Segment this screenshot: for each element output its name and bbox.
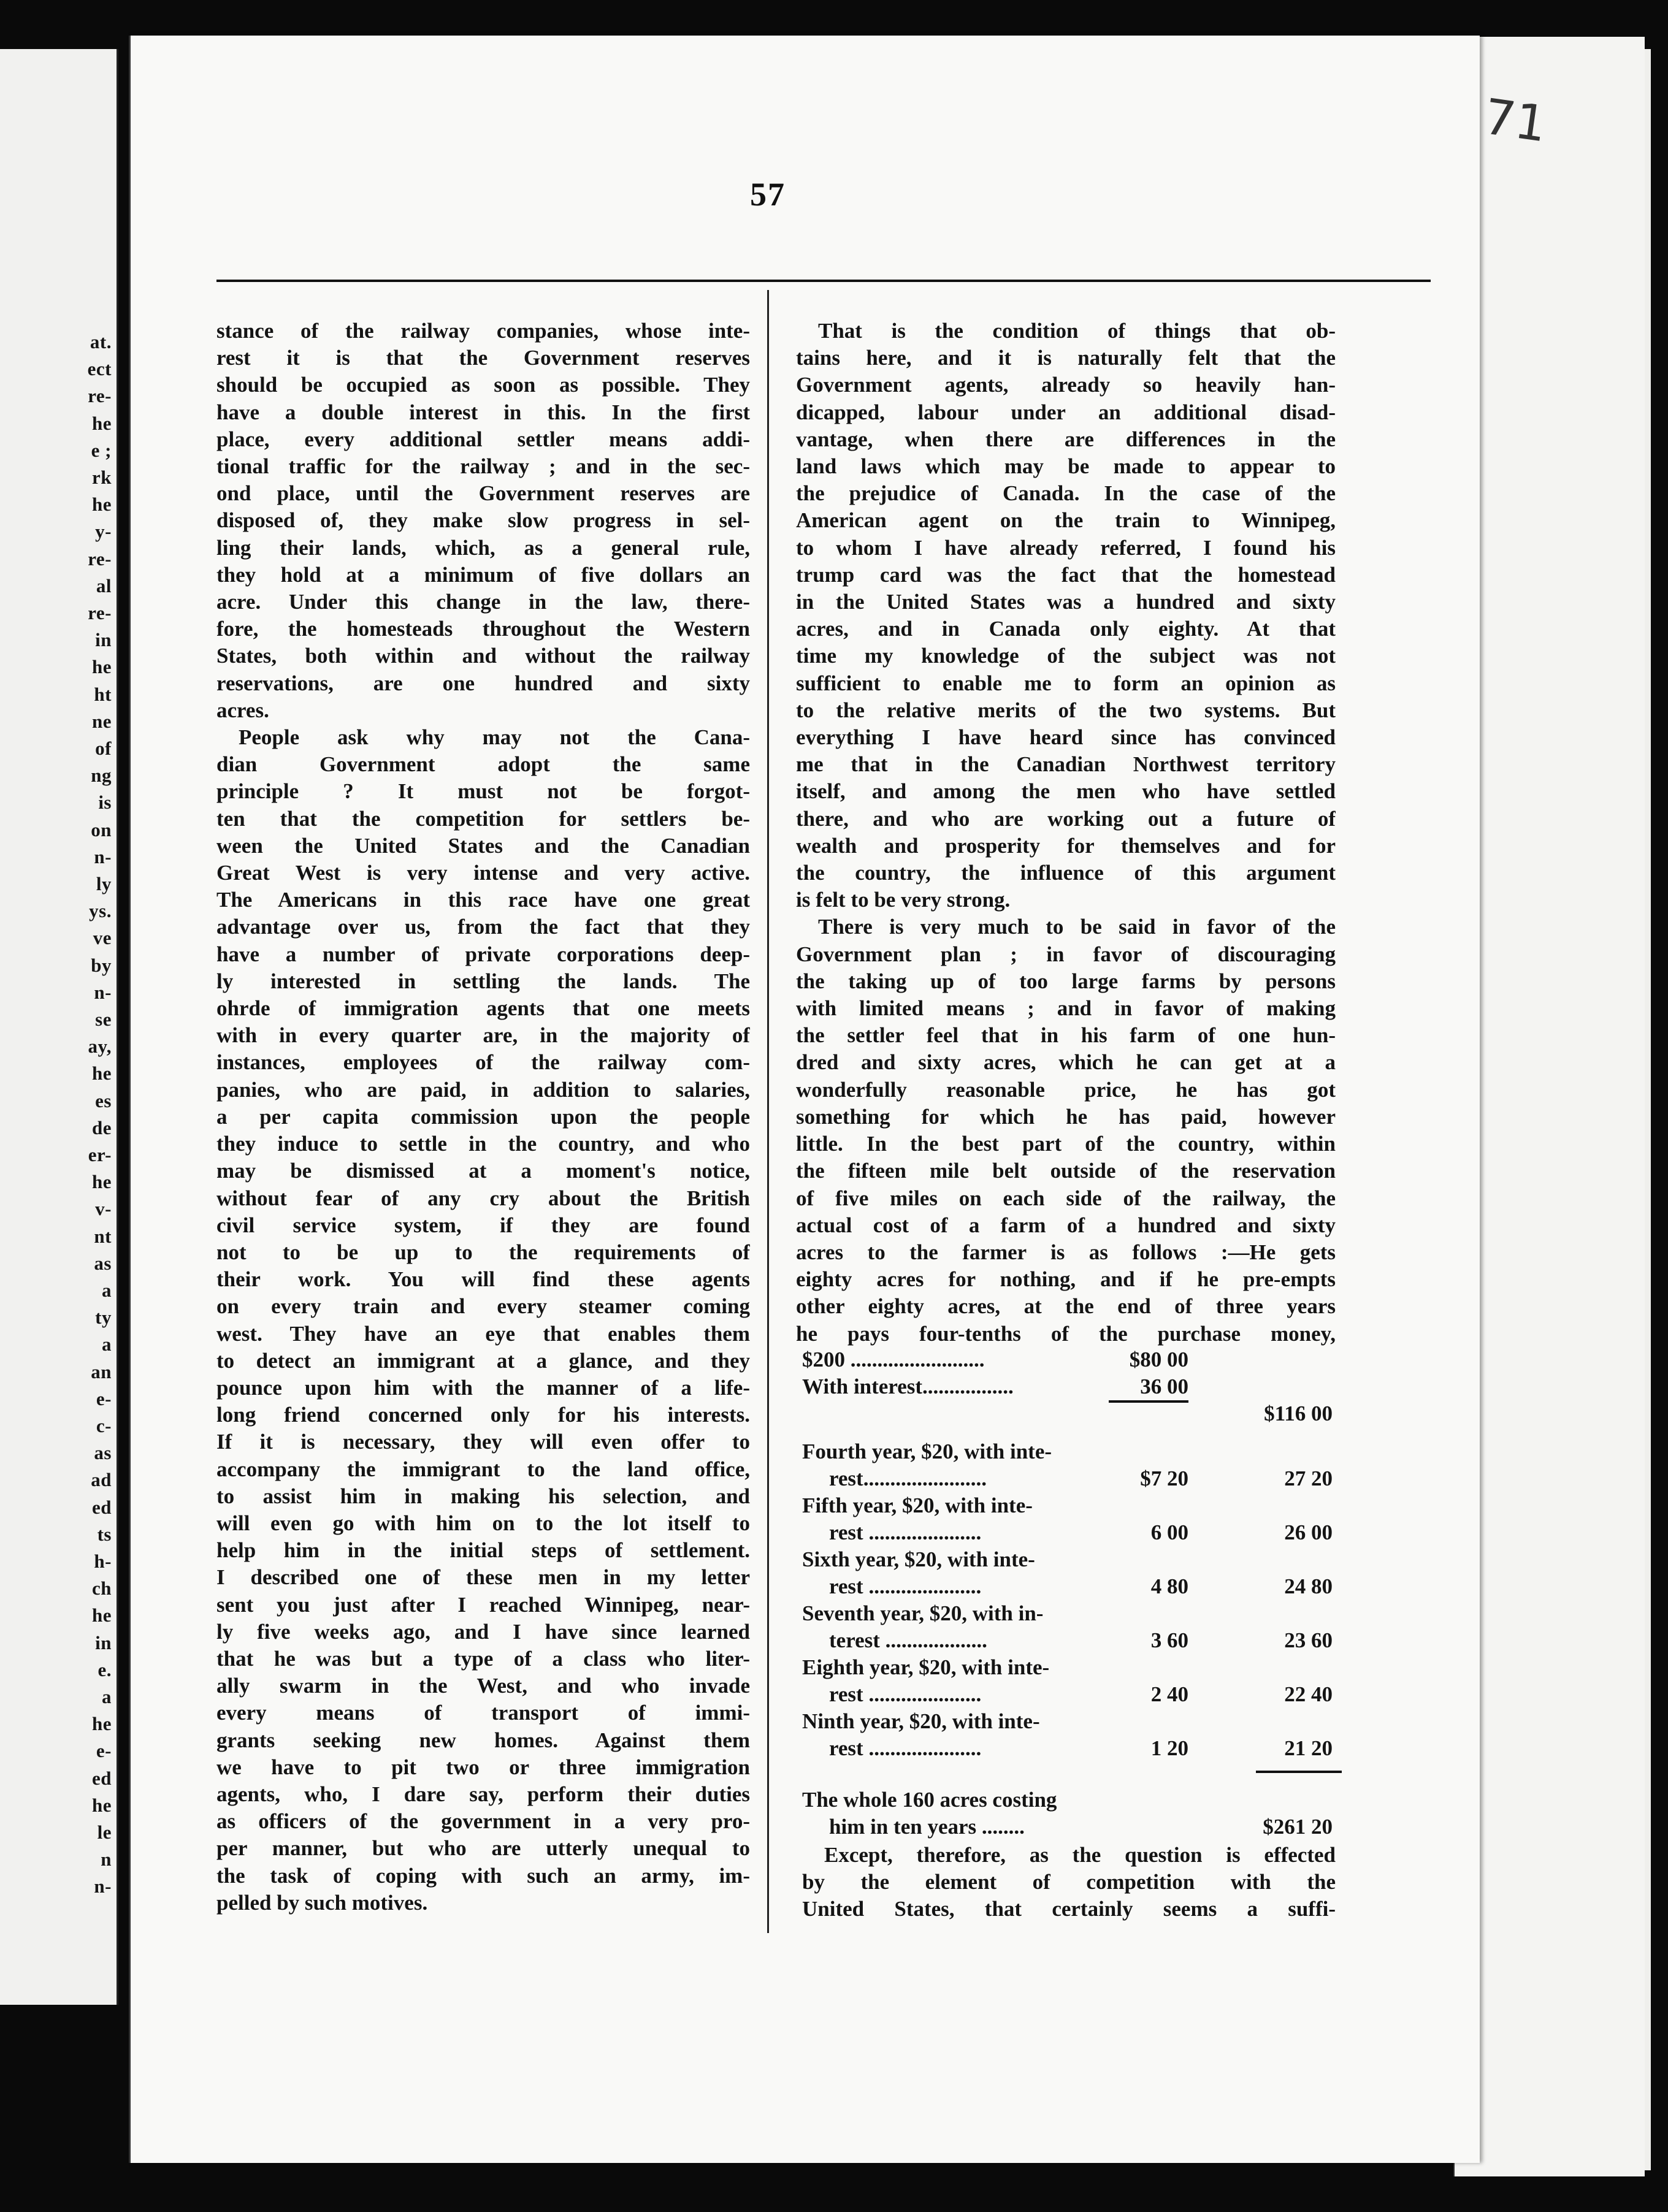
row-amount: $7 20 bbox=[1140, 1466, 1188, 1490]
text-line: to detect an immigrant at a glance, and they bbox=[216, 1348, 750, 1373]
row-amount: 2 40 bbox=[1150, 1682, 1188, 1706]
text-line: acres to the farmer is as follows :—He gets bbox=[796, 1240, 1336, 1264]
column-divider bbox=[767, 290, 769, 1933]
text-line: on every train and every steamer coming bbox=[216, 1294, 750, 1319]
row-label: rest ..................... bbox=[829, 1736, 982, 1760]
text-line: without fear of any cry about the British bbox=[216, 1186, 750, 1210]
row-label: rest ..................... bbox=[829, 1682, 982, 1706]
text-line: of five miles on each side of the railway, the bbox=[796, 1186, 1336, 1210]
row-label: rest ..................... bbox=[829, 1520, 982, 1544]
fragment-text: nt bbox=[94, 1225, 112, 1247]
row-label: Sixth year, $20, with inte- bbox=[802, 1547, 1035, 1571]
text-line: have a double interest in this. In the first bbox=[216, 400, 750, 424]
text-line: reservations, are one hundred and sixty bbox=[216, 671, 750, 695]
fragment-text: c- bbox=[96, 1415, 112, 1436]
fragment-text: e- bbox=[96, 1740, 112, 1762]
text-line: stance of the railway companies, whose inte- bbox=[216, 319, 750, 343]
text-line: acres. bbox=[216, 698, 269, 722]
table-row bbox=[802, 1440, 1354, 1466]
text-line: the task of coping with such an army, im- bbox=[216, 1863, 750, 1888]
header-rule bbox=[216, 280, 1431, 282]
fragment-text: a bbox=[102, 1686, 112, 1707]
left-column bbox=[216, 318, 750, 1916]
text-line: United States, that certainly seems a suffi- bbox=[802, 1897, 1336, 1921]
fragment-text: he bbox=[92, 1794, 112, 1816]
fragment-text: re- bbox=[88, 547, 112, 570]
row-total: 27 20 bbox=[1284, 1466, 1333, 1490]
fragment-text: re- bbox=[88, 385, 112, 407]
text-line: a per capita commission upon the people bbox=[216, 1104, 750, 1129]
fragment-text: an bbox=[91, 1360, 112, 1382]
row-label: $200 ......................... bbox=[802, 1348, 985, 1371]
table-row bbox=[802, 1574, 1354, 1601]
text-line: States, both within and without the railway bbox=[216, 644, 750, 668]
right-column bbox=[796, 318, 1336, 1348]
text-line: is felt to be very strong. bbox=[796, 888, 1011, 912]
text-line: dian Government adopt the same bbox=[216, 752, 750, 777]
row-label: Seventh year, $20, with in- bbox=[802, 1601, 1044, 1625]
text-line: grants seeking new homes. Against them bbox=[216, 1728, 750, 1752]
text-line: will even go with him on to the lot itself to bbox=[216, 1511, 750, 1535]
text-line: ohrde of immigration agents that one meets bbox=[216, 996, 750, 1021]
previous-page-fragment bbox=[0, 49, 118, 2005]
fragment-text: a bbox=[102, 1333, 112, 1356]
text-line: place, every additional settler means addi- bbox=[216, 427, 750, 451]
table-row bbox=[802, 1402, 1354, 1428]
text-line: dred and sixty acres, which he can get at a bbox=[796, 1050, 1336, 1075]
total-rule bbox=[1256, 1771, 1342, 1773]
text-line: the prejudice of Canada. In the case of the bbox=[796, 481, 1336, 506]
fragment-text: n- bbox=[94, 1875, 112, 1897]
fragment-text: as bbox=[94, 1442, 112, 1464]
fragment-text: es bbox=[95, 1089, 112, 1112]
text-line: may be dismissed at a moment's notice, bbox=[216, 1159, 750, 1183]
text-line: he pays four-tenths of the purchase money, bbox=[796, 1321, 1336, 1346]
text-line: ten that the competition for settlers be- bbox=[216, 806, 750, 831]
fragment-text: ht bbox=[94, 683, 112, 705]
text-line: in the United States was a hundred and sixty bbox=[796, 590, 1336, 614]
table-row bbox=[802, 1601, 1354, 1628]
table-row bbox=[802, 1547, 1354, 1574]
fragment-text: at. bbox=[90, 331, 112, 353]
fragment-text: rk bbox=[92, 467, 112, 488]
fragment-text: re- bbox=[88, 602, 112, 624]
fragment-text: he bbox=[92, 1171, 112, 1193]
text-line: The Americans in this race have one great bbox=[216, 888, 750, 912]
fragment-text: ad bbox=[91, 1469, 112, 1491]
total-label: The whole 160 acres costing bbox=[802, 1788, 1057, 1812]
table-row bbox=[802, 1466, 1354, 1493]
fragment-text: le bbox=[97, 1821, 112, 1843]
text-line: rest it is that the Government reserves bbox=[216, 346, 750, 370]
text-line: with in every quarter are, in the majority of bbox=[216, 1023, 750, 1048]
row-amount: 6 00 bbox=[1150, 1520, 1188, 1544]
text-line: ally swarm in the West, and who invade bbox=[216, 1674, 750, 1698]
row-total: $116 00 bbox=[1264, 1402, 1333, 1425]
text-line: disposed of, they make slow progress in sel- bbox=[216, 508, 750, 533]
fragment-text: a bbox=[102, 1280, 112, 1301]
closing-paragraph bbox=[802, 1842, 1336, 1923]
text-line: west. They have an eye that enables them bbox=[216, 1321, 750, 1346]
text-line: help him in the initial steps of settlement. bbox=[216, 1538, 750, 1563]
text-line: something for which he has paid, however bbox=[796, 1104, 1336, 1129]
fragment-text: ve bbox=[93, 927, 112, 949]
text-line: other eighty acres, at the end of three years bbox=[796, 1294, 1336, 1319]
table-row bbox=[802, 1493, 1354, 1520]
fragment-text: in bbox=[95, 629, 112, 651]
table-row bbox=[802, 1655, 1354, 1682]
fragment-text: v- bbox=[95, 1198, 112, 1220]
fragment-text: he bbox=[92, 656, 112, 678]
text-line: me that in the Canadian Northwest territory bbox=[796, 752, 1336, 777]
row-amount: 36 00 bbox=[1140, 1375, 1188, 1398]
text-line: per manner, but who are utterly unequal to bbox=[216, 1836, 750, 1861]
corner-handwritten-mark: 71 bbox=[1480, 88, 1550, 153]
text-line: as officers of the government in a very pro- bbox=[216, 1809, 750, 1834]
row-label: Fifth year, $20, with inte- bbox=[802, 1493, 1033, 1517]
row-amount: $80 00 bbox=[1129, 1348, 1188, 1371]
text-line: panies, who are paid, in addition to salaries, bbox=[216, 1077, 750, 1102]
fragment-text: he bbox=[92, 412, 112, 434]
fragment-text: e ; bbox=[91, 439, 112, 461]
table-row bbox=[802, 1682, 1354, 1709]
row-label: rest....................... bbox=[829, 1466, 987, 1490]
back-page bbox=[1453, 37, 1645, 2176]
fragment-text: e. bbox=[98, 1658, 112, 1680]
row-amount: 1 20 bbox=[1150, 1736, 1188, 1760]
row-total: 24 80 bbox=[1284, 1574, 1333, 1598]
text-line: dicapped, labour under an additional disad- bbox=[796, 400, 1336, 424]
fragment-text: as bbox=[94, 1252, 112, 1274]
table-row bbox=[802, 1348, 1354, 1375]
text-line: ween the United States and the Canadian bbox=[216, 833, 750, 858]
text-line: sufficient to enable me to form an opinion as bbox=[796, 671, 1336, 695]
fragment-text: ty bbox=[95, 1306, 112, 1329]
fragment-text: he bbox=[92, 1062, 112, 1085]
text-line: the fifteen mile belt outside of the reservation bbox=[796, 1159, 1336, 1183]
text-line: wonderfully reasonable price, he has got bbox=[796, 1077, 1336, 1102]
row-amount: 3 60 bbox=[1150, 1628, 1188, 1652]
text-line: to assist him in making his selection, and bbox=[216, 1484, 750, 1508]
text-line: everything I have heard since has convinced bbox=[796, 725, 1336, 750]
document-page bbox=[129, 36, 1480, 2163]
text-line: vantage, when there are differences in the bbox=[796, 427, 1336, 451]
fragment-text: he bbox=[92, 494, 112, 516]
text-line: acres, and in Canada only eighty. At that bbox=[796, 617, 1336, 641]
row-label: Ninth year, $20, with inte- bbox=[802, 1709, 1040, 1733]
total-row bbox=[802, 1788, 1354, 1815]
fragment-text: on bbox=[91, 818, 112, 841]
text-line: Government agents, already so heavily han- bbox=[796, 373, 1336, 397]
fragment-text: he bbox=[92, 1604, 112, 1627]
fragment-text: ly bbox=[96, 873, 112, 894]
fragment-text: n- bbox=[94, 845, 112, 868]
total-label: him in ten years ........ bbox=[829, 1815, 1025, 1839]
text-line: Government plan ; in favor of discouraging bbox=[796, 942, 1336, 966]
text-line: that he was but a type of a class who liter- bbox=[216, 1646, 750, 1671]
total-row bbox=[802, 1815, 1354, 1842]
row-amount: 4 80 bbox=[1150, 1574, 1188, 1598]
text-line: civil service system, if they are found bbox=[216, 1213, 750, 1237]
text-line: the settler feel that in his farm of one hun- bbox=[796, 1023, 1336, 1048]
text-line: little. In the best part of the country, within bbox=[796, 1132, 1336, 1156]
subtotal-rule bbox=[1109, 1400, 1188, 1403]
page-number: 57 bbox=[750, 176, 786, 213]
fragment-text: ch bbox=[92, 1577, 112, 1600]
fragment-text: by bbox=[91, 954, 112, 976]
cost-table bbox=[802, 1348, 1354, 1923]
text-line: pounce upon him with the manner of a life- bbox=[216, 1375, 750, 1400]
text-line: actual cost of a farm of a hundred and sixty bbox=[796, 1213, 1336, 1237]
table-row bbox=[802, 1736, 1354, 1763]
fragment-text: ne bbox=[92, 710, 112, 732]
text-line: instances, employees of the railway com- bbox=[216, 1050, 750, 1075]
text-line: That is the condition of things that ob- bbox=[818, 319, 1336, 343]
text-line: eighty acres for nothing, and if he pre-empts bbox=[796, 1267, 1336, 1292]
text-line: have a number of private corporations deep- bbox=[216, 942, 750, 966]
row-total: 23 60 bbox=[1284, 1628, 1333, 1652]
text-line: time my knowledge of the subject was not bbox=[796, 644, 1336, 668]
fragment-text: ay, bbox=[88, 1035, 112, 1058]
fragment-text: al bbox=[96, 574, 112, 597]
text-line: by the element of competition with the bbox=[802, 1870, 1336, 1894]
row-total: 26 00 bbox=[1284, 1520, 1333, 1544]
row-total: 22 40 bbox=[1284, 1682, 1333, 1706]
fragment-text: se bbox=[95, 1009, 112, 1030]
text-line: they hold at a minimum of five dollars an bbox=[216, 562, 750, 587]
text-line: Except, therefore, as the question is effected bbox=[824, 1843, 1336, 1867]
text-line: principle ? It must not be forgot- bbox=[216, 779, 750, 804]
fragment-text: h- bbox=[94, 1550, 112, 1572]
table-row bbox=[802, 1520, 1354, 1547]
text-line: they induce to settle in the country, and who bbox=[216, 1132, 750, 1156]
text-line: If it is necessary, they will even offer to bbox=[216, 1430, 750, 1454]
row-label: terest ................... bbox=[829, 1628, 987, 1652]
text-line: agents, who, I dare say, perform their duties bbox=[216, 1782, 750, 1806]
row-label: With interest................. bbox=[802, 1375, 1014, 1398]
fragment-text: de bbox=[92, 1116, 112, 1138]
fragment-text: e- bbox=[96, 1387, 112, 1409]
text-line: land laws which may be made to appear to bbox=[796, 454, 1336, 479]
text-line: ly five weeks ago, and I have since learned bbox=[216, 1619, 750, 1644]
text-line: ling their lands, which, as a general rule, bbox=[216, 535, 750, 560]
text-line: tional traffic for the railway ; and in the sec- bbox=[216, 454, 750, 479]
row-label: Eighth year, $20, with inte- bbox=[802, 1655, 1050, 1679]
fragment-text: ts bbox=[97, 1523, 112, 1545]
row-label: rest ..................... bbox=[829, 1574, 982, 1598]
text-line: tains here, and it is naturally felt that the bbox=[796, 346, 1336, 370]
text-line: People ask why may not the Cana- bbox=[239, 725, 750, 750]
text-line: to whom I have already referred, I found his bbox=[796, 535, 1336, 560]
fragment-text: ect bbox=[87, 358, 112, 380]
row-total: 21 20 bbox=[1284, 1736, 1333, 1760]
fragment-text: is bbox=[98, 791, 112, 814]
fragment-text: of bbox=[95, 738, 112, 759]
text-line: Great West is very intense and very active. bbox=[216, 861, 750, 885]
fragment-text: in bbox=[95, 1631, 112, 1653]
fragment-text: er- bbox=[88, 1144, 112, 1165]
text-line: accompany the immigrant to the land office, bbox=[216, 1457, 750, 1481]
row-label: Fourth year, $20, with inte- bbox=[802, 1440, 1052, 1463]
table-row bbox=[802, 1375, 1354, 1402]
text-line: not to be up to the requirements of bbox=[216, 1240, 750, 1264]
total-value: $261 20 bbox=[1263, 1815, 1333, 1839]
text-line: I described one of these men in my letter bbox=[216, 1565, 750, 1590]
text-line: sent you just after I reached Winnipeg, near- bbox=[216, 1592, 750, 1617]
fragment-text: n bbox=[101, 1848, 112, 1871]
fragment-text: ed bbox=[92, 1496, 112, 1518]
text-line: the taking up of too large farms by persons bbox=[796, 969, 1336, 993]
text-line: there, and who are working out a future of bbox=[796, 806, 1336, 831]
text-line: acre. Under this change in the law, there- bbox=[216, 590, 750, 614]
text-line: fore, the homesteads throughout the Western bbox=[216, 617, 750, 641]
fragment-text: y- bbox=[95, 521, 112, 543]
text-line: with limited means ; and in favor of making bbox=[796, 996, 1336, 1021]
text-line: their work. You will find these agents bbox=[216, 1267, 750, 1292]
fragment-text: ys. bbox=[89, 900, 112, 922]
text-line: ly interested in settling the lands. The bbox=[216, 969, 750, 993]
text-line: long friend concerned only for his interests. bbox=[216, 1403, 750, 1427]
text-line: pelled by such motives. bbox=[216, 1890, 428, 1915]
fragment-text: ed bbox=[92, 1767, 112, 1789]
table-row bbox=[802, 1628, 1354, 1655]
text-line: itself, and among the men who have settled bbox=[796, 779, 1336, 804]
text-line: the country, the influence of this argument bbox=[796, 861, 1336, 885]
fragment-text: ng bbox=[91, 765, 112, 787]
text-line: advantage over us, from the fact that they bbox=[216, 915, 750, 939]
text-line: ond place, until the Government reserves are bbox=[216, 481, 750, 506]
text-line: wealth and prosperity for themselves and for bbox=[796, 833, 1336, 858]
text-line: every means of transport of immi- bbox=[216, 1701, 750, 1725]
text-line: we have to pit two or three immigration bbox=[216, 1755, 750, 1779]
fragment-text: he bbox=[92, 1713, 112, 1735]
table-row bbox=[802, 1709, 1354, 1736]
text-line: should be occupied as soon as possible. They bbox=[216, 373, 750, 397]
text-line: trump card was the fact that the homestead bbox=[796, 562, 1336, 587]
fragment-text: n- bbox=[94, 981, 112, 1003]
text-line: There is very much to be said in favor of the bbox=[818, 915, 1336, 939]
text-line: American agent on the train to Winnipeg, bbox=[796, 508, 1336, 533]
text-line: to the relative merits of the two systems. But bbox=[796, 698, 1336, 722]
